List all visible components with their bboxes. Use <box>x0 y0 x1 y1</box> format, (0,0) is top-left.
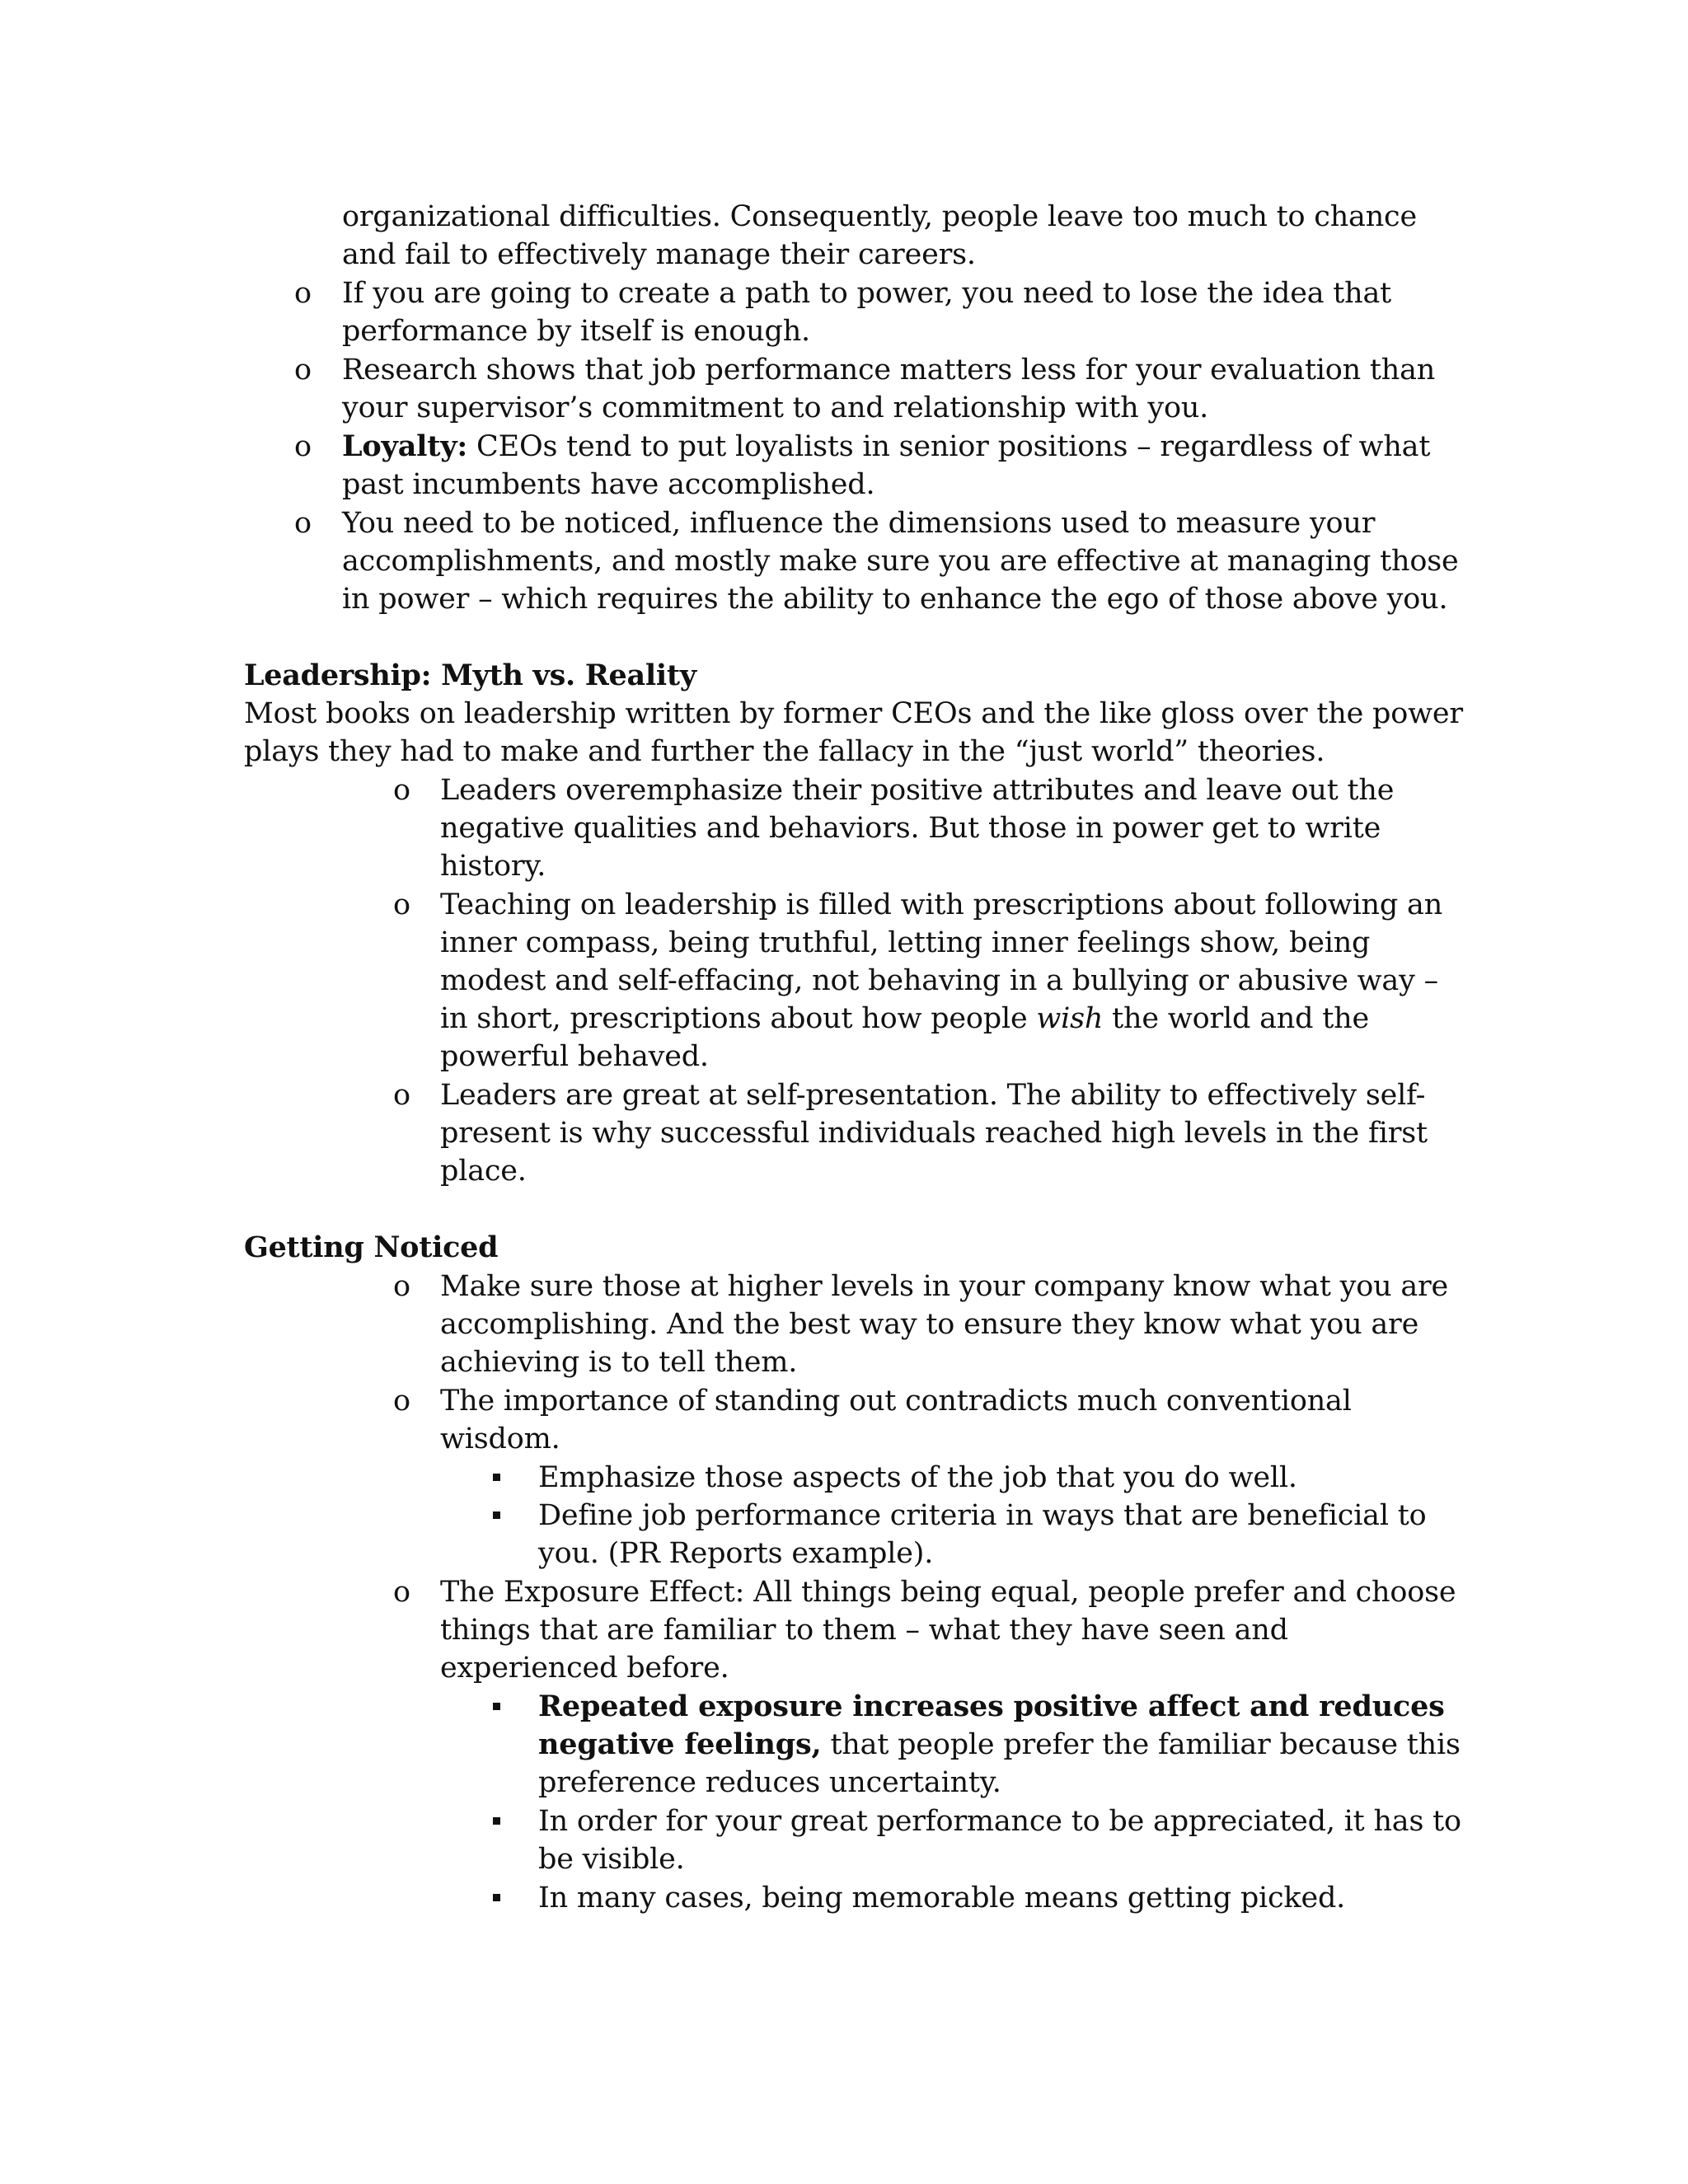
bullet-marker: o <box>393 1270 411 1303</box>
sub-bullet-text-line: In many cases, being memorable means getting picked. <box>538 1882 1346 1915</box>
bullet-marker: o <box>393 888 411 921</box>
paragraph-line: plays they had to make and further the fallacy in the “just world” theories. <box>244 735 1325 768</box>
bullet-text-line: accomplishments, and mostly make sure you are effective at managing those <box>342 545 1459 578</box>
bullet-text-line: You need to be noticed, influence the dimensions used to measure your <box>342 507 1376 540</box>
sub-bullet-text-line <box>538 1726 1461 1764</box>
bold-run: negative feelings, <box>538 1727 822 1761</box>
bullet-marker: o <box>294 507 312 540</box>
bullet-text-line: in power – which requires the ability to enhance the ego of those above you. <box>342 583 1448 616</box>
bullet-text-line: Make sure those at higher levels in your company know what you are <box>440 1270 1449 1303</box>
sub-bullet-text-line: you. (PR Reports example). <box>538 1537 934 1570</box>
bullet-text-line: achieving is to tell them. <box>440 1346 798 1379</box>
section-heading-getting-noticed: Getting Noticed <box>244 1230 499 1264</box>
intro-continuation-line: organizational difficulties. Consequently, people leave too much to chance <box>342 200 1417 233</box>
text-run: in short, prescriptions about how people <box>440 1002 1037 1035</box>
bullet-text-line <box>342 428 1430 466</box>
bullet-text-line: Leaders overemphasize their positive attributes and leave out the <box>440 774 1395 807</box>
bullet-marker: o <box>393 1385 411 1418</box>
loyalty-text: CEOs tend to put loyalists in senior positions – regardless of what <box>467 430 1431 463</box>
bullet-text-line: modest and self-effacing, not behaving in a bullying or abusive way – <box>440 964 1438 997</box>
bullet-marker: o <box>393 1576 411 1609</box>
bullet-text-line: inner compass, being truthful, letting inner feelings show, being <box>440 926 1371 959</box>
square-bullet-icon <box>493 1511 500 1519</box>
square-bullet-icon <box>493 1474 500 1481</box>
bullet-text-line: Research shows that job performance matters less for your evaluation than <box>342 354 1436 387</box>
sub-bullet-text-line: Define job performance criteria in ways that are beneficial to <box>538 1499 1427 1532</box>
bullet-text-line: place. <box>440 1155 527 1188</box>
text-run: that people prefer the familiar because this <box>821 1728 1461 1761</box>
bullet-marker: o <box>294 354 312 387</box>
bullet-text-line: your supervisor’s commitment to and relationship with you. <box>342 391 1209 424</box>
sub-bullet-text-line: preference reduces uncertainty. <box>538 1766 1001 1799</box>
section-heading-leadership: Leadership: Myth vs. Reality <box>244 658 696 692</box>
sub-bullet-text-line: Repeated exposure increases positive affect and reduces <box>538 1690 1445 1723</box>
sub-bullet-text-line: be visible. <box>538 1843 685 1876</box>
bullet-text-line: powerful behaved. <box>440 1040 709 1073</box>
bullet-text-line: past incumbents have accomplished. <box>342 468 875 501</box>
bullet-marker: o <box>393 1079 411 1112</box>
bullet-text-line: accomplishing. And the best way to ensure they know what you are <box>440 1308 1419 1341</box>
square-bullet-icon <box>493 1894 500 1901</box>
sub-bullet-text-line: In order for your great performance to be appreciated, it has to <box>538 1805 1461 1838</box>
emphasis-wish: wish <box>1036 1002 1104 1035</box>
intro-continuation-line: and fail to effectively manage their careers. <box>342 238 976 271</box>
bullet-text-line: If you are going to create a path to power, you need to lose the idea that <box>342 277 1392 310</box>
bullet-text-line: present is why successful individuals reached high levels in the first <box>440 1117 1428 1150</box>
square-bullet-icon <box>493 1817 500 1825</box>
bullet-text-line: history. <box>440 850 546 883</box>
text-run: the world and the <box>1103 1002 1369 1035</box>
bullet-text-line: performance by itself is enough. <box>342 315 810 348</box>
bullet-marker: o <box>294 430 312 463</box>
bullet-marker: o <box>294 277 312 310</box>
loyalty-label: Loyalty: <box>342 429 468 463</box>
square-bullet-icon <box>493 1703 500 1710</box>
bullet-text-line: Teaching on leadership is filled with prescriptions about following an <box>440 888 1443 921</box>
bullet-text-line: experienced before. <box>440 1652 729 1685</box>
sub-bullet-text-line: Emphasize those aspects of the job that you do well. <box>538 1461 1297 1494</box>
bullet-text-line: negative qualities and behaviors. But those in power get to write <box>440 812 1381 845</box>
bullet-text-line: The importance of standing out contradicts much conventional <box>440 1385 1352 1418</box>
bullet-text-line: Leaders are great at self-presentation. The ability to effectively self- <box>440 1079 1426 1112</box>
paragraph-line: Most books on leadership written by former CEOs and the like gloss over the power <box>244 697 1463 730</box>
bullet-marker: o <box>393 774 411 807</box>
bullet-text-line: wisdom. <box>440 1422 560 1455</box>
bullet-text-line: The Exposure Effect: All things being equal, people prefer and choose <box>440 1576 1456 1609</box>
bullet-text-line <box>440 1000 1369 1038</box>
bullet-text-line: things that are familiar to them – what they have seen and <box>440 1614 1288 1647</box>
